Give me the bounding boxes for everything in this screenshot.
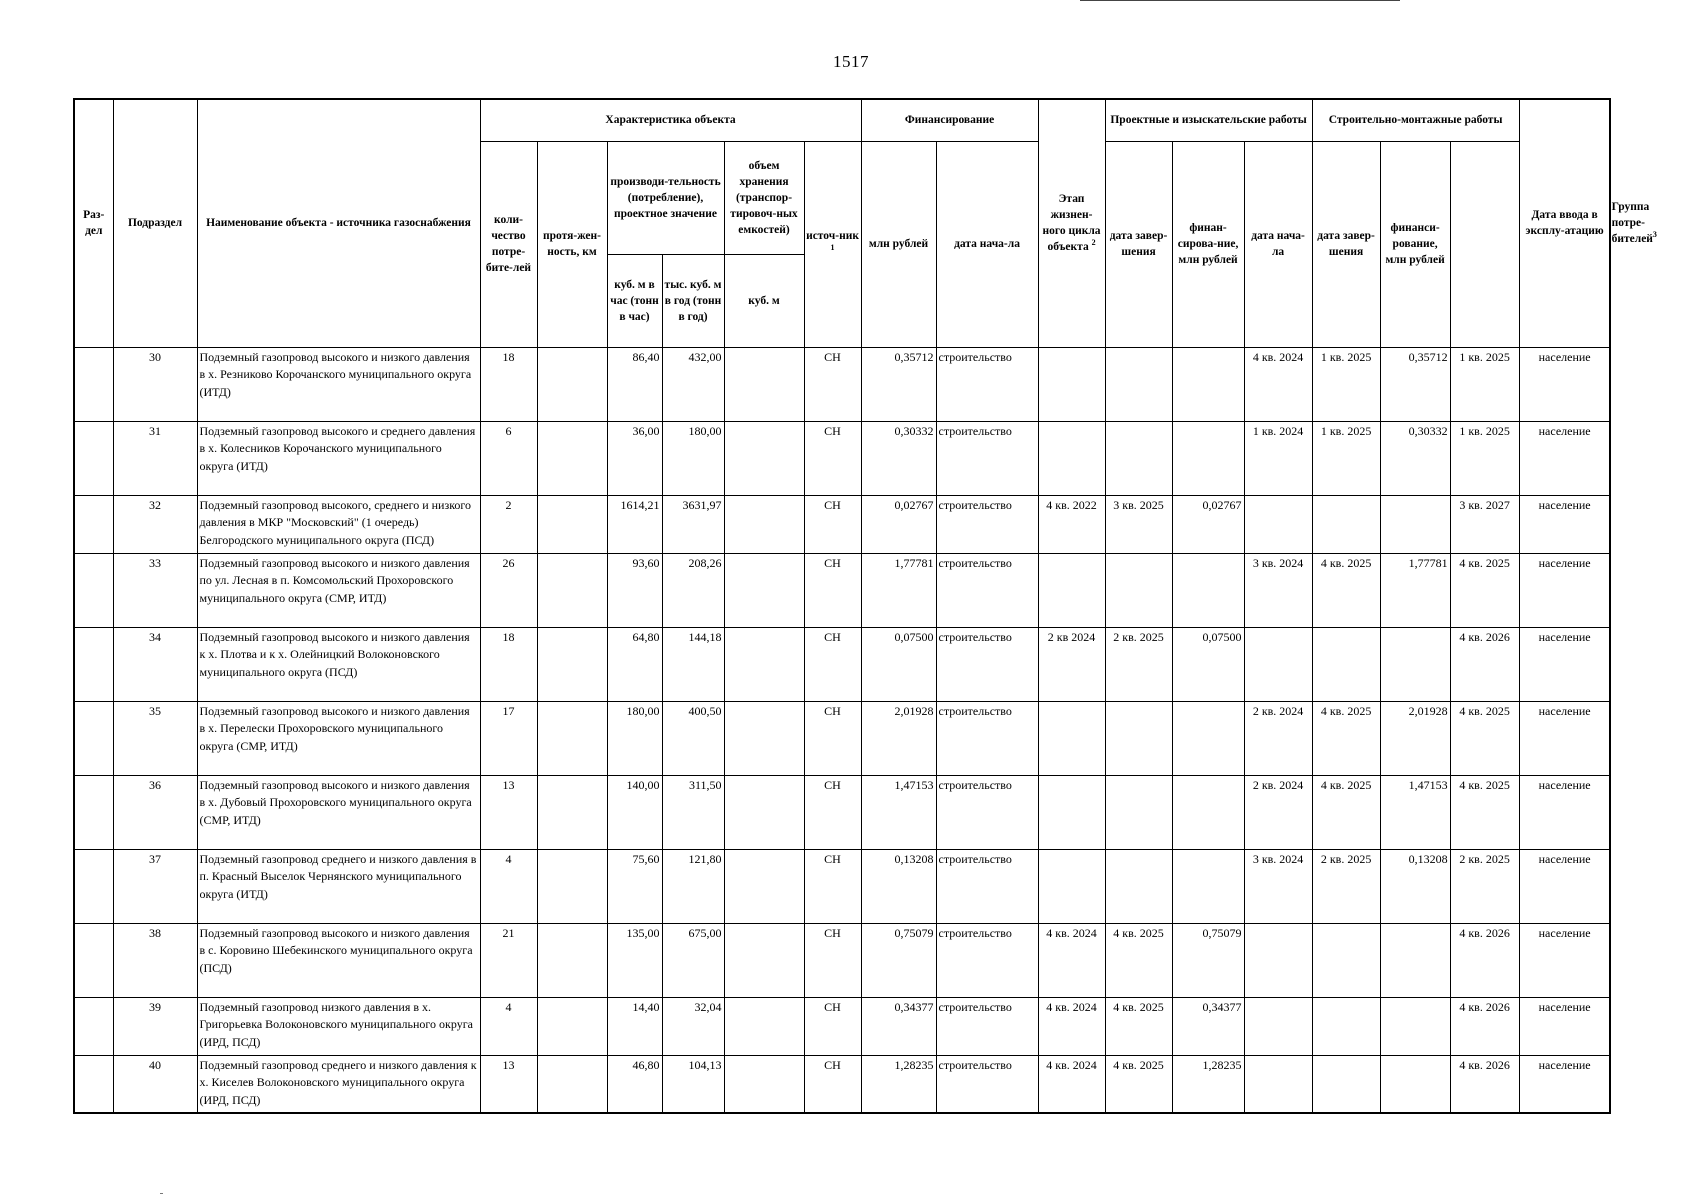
storage-volume [724, 495, 804, 553]
pir-end-date [1105, 347, 1172, 421]
table-row [74, 553, 1610, 627]
object-name: Подземный газопровод высокого и низкого давления в х. Дубовый Прохоровского муниципального округа (СМР, ИТД) [197, 775, 480, 849]
length-km [537, 997, 607, 1055]
lifecycle-stage: строительство [936, 923, 1038, 997]
commission-date: 4 кв. 2026 [1450, 627, 1519, 701]
pir-financing [1172, 849, 1244, 923]
capacity-year: 3631,97 [662, 495, 724, 553]
commission-date: 3 кв. 2027 [1450, 495, 1519, 553]
capacity-year: 208,26 [662, 553, 724, 627]
header-capacity: производи-тельность (потребление), проектное значение [607, 141, 724, 254]
capacity-year: 104,13 [662, 1055, 724, 1113]
header-storage: объем хранения (транспор-тировоч-ных емкостей) [724, 141, 804, 254]
financing-mln: 2,01928 [861, 701, 936, 775]
consumers-count: 13 [480, 775, 537, 849]
object-name: Подземный газопровод низкого давления в х. Григорьевка Волоконовского муниципального округа (ИРД, ПСД) [197, 997, 480, 1055]
lifecycle-stage: строительство [936, 701, 1038, 775]
commission-date: 4 кв. 2026 [1450, 997, 1519, 1055]
pir-start-date [1038, 553, 1105, 627]
smr-end-date: 4 кв. 2025 [1312, 553, 1380, 627]
smr-financing [1380, 495, 1450, 553]
lifecycle-stage: строительство [936, 347, 1038, 421]
header-capacity-hour: куб. м в час (тонн в час) [607, 254, 662, 347]
header-consumers-count: коли-чество потре-бите-лей [480, 141, 537, 347]
capacity-hour: 86,40 [607, 347, 662, 421]
header-construction-works: Строительно-монтажные работы [1312, 99, 1519, 141]
lifecycle-stage: строительство [936, 775, 1038, 849]
row-number: 38 [113, 923, 197, 997]
smr-financing: 2,01928 [1380, 701, 1450, 775]
header-capacity-year: тыс. куб. м в год (тонн в год) [662, 254, 724, 347]
pir-end-date: 4 кв. 2025 [1105, 1055, 1172, 1113]
smr-financing [1380, 627, 1450, 701]
smr-end-date: 4 кв. 2025 [1312, 701, 1380, 775]
pir-financing: 0,02767 [1172, 495, 1244, 553]
table-row [74, 1055, 1610, 1113]
consumer-group: население [1519, 701, 1610, 775]
capacity-hour: 1614,21 [607, 495, 662, 553]
pir-financing: 0,34377 [1172, 997, 1244, 1055]
commission-date: 4 кв. 2026 [1450, 923, 1519, 997]
length-km [537, 923, 607, 997]
pir-financing [1172, 775, 1244, 849]
page-number: 1517 [833, 52, 869, 71]
row-number: 32 [113, 495, 197, 553]
smr-start-date [1244, 923, 1312, 997]
pir-start-date [1038, 701, 1105, 775]
smr-end-date [1312, 1055, 1380, 1113]
length-km [537, 849, 607, 923]
gas-objects-table: Раз-дел Подраздел Наименование объекта - источника газоснабжения Характеристика объекта Финансирование Этап жизнен-ного цикла объекта $^2$ Проектные и изыскательские работы Строительно-монтажные работы Дата ввода в эксплу-атацию Группа потре-бителей$^3$ коли-чество потре-бите-лей протя-жен-ность, км производи-тельность (потребление), проектное значение объем хранения (транспор-тировоч-ных емкостей) источ-ник $^1$ млн рублей дата нача-ла дата завер-шения финан-сирова-ние, млн рублей дата нача-ла дата завер-шения финанси-рование, млн рублей куб. м в час (тонн в час) тыс. куб. м в год (тонн в год) куб. м 30 Подземный газопровод высокого и низкого давления в х. Резниково Корочанского муниципального округа (ИТД) 18 86,40 432,00 СН 0,35712 строительство 4 кв. 2024 1 кв. 2025 0,35712 1 кв. 2025 население 31 Подземный газопровод высокого и среднего давления в х. Колесников Корочанского муниципального округа (ИТД) 6 36,00 180,00 СН 0,30332 строительство 1 кв. 2024 1 кв. 2025 0,30332 1 кв. 2025 население 32 Подземный газопровод высокого, среднего и низкого давления в МКР "Московский" (1 очередь) Белгородского муниципального округа (ПСД) 2 1614,21 3631,97 СН 0,02767 строительство 4 кв. 2022 3 кв. 2025 0,02767 3 кв. 2027 население 33 Подземный газопровод высокого и низкого давления по ул. Лесная в п. Комсомольский Прохоровского муниципального округа (СМР, ИТД) 26 93,60 208,26 СН 1,77781 строительство 3 кв. 2024 4 кв. 2025 1,77781 4 кв. 2025 население 34 Подземный газопровод высокого и низкого давления к х. Плотва и к х. Олейницкий Волоконовского муниципального округа (ПСД) 18 64,80 144,18 СН 0,07500 строительство 2 кв 2024 2 кв. 2025 0,07500 4 кв. 2026 население 35 Подземный газопровод высокого и низкого давления в х. Перелески Прохоровского муниципального округа (СМР, ИТД) 17 180,00 400,50 СН 2,01928 строительство 2 кв. 2024 4 кв. 2025 2,01928 4 кв. 2025 население 36 Подземный газопровод высокого и низкого давления в х. Дубовый Прохоровского муниципального округа (СМР, ИТД) 13 140,00 311,50 СН 1,47153 строительство 2 кв. 2024 4 кв. 2025 1,47153 4 кв. 2025 население 37 Подземный газопровод среднего и низкого давления в п. Красный Выселок Чернянского муниципального округа (ИТД) 4 75,60 121,80 СН 0,13208 строительство 3 кв. 2024 2 кв. 2025 0,13208 2 кв. 2025 население 38 Подземный газопровод высокого и низкого давления в с. Коровино Шебекинского муниципального округа (ПСД) 21 135,00 675,00 СН 0,75079 строительство 4 кв. 2024 4 кв. 2025 0,75079 4 кв. 2026 население 39 Подземный газопровод низкого давления в х. Григорьевка Волоконовского муниципального округа (ИРД, ПСД) 4 14,40 32,04 СН 0,34377 строительство 4 кв. 2024 4 кв. 2025 0,34377 4 кв. 2026 население 40 Подземный газопровод среднего и низкого давления к х. Киселев Волоконовского муниципального округа (ИРД, ПСД) 13 46,80 104,13 СН 1,28235 строительство 4 кв. 2024 4 кв. 2025 1,28235 4 кв. 2026 население [73, 98, 1611, 1114]
row-number: 30 [113, 347, 197, 421]
smr-start-date [1244, 1055, 1312, 1113]
pir-end-date [1105, 775, 1172, 849]
financing-mln: 0,02767 [861, 495, 936, 553]
object-name: Подземный газопровод высокого и низкого давления в х. Резниково Корочанского муниципального округа (ИТД) [197, 347, 480, 421]
capacity-hour: 75,60 [607, 849, 662, 923]
financing-mln: 1,28235 [861, 1055, 936, 1113]
smr-end-date [1312, 923, 1380, 997]
pir-financing [1172, 701, 1244, 775]
financing-source: СН [804, 1055, 861, 1113]
row-number: 33 [113, 553, 197, 627]
pir-financing [1172, 553, 1244, 627]
pir-end-date: 4 кв. 2025 [1105, 923, 1172, 997]
storage-volume [724, 849, 804, 923]
object-name: Подземный газопровод высокого и среднего давления в х. Колесников Корочанского муниципального округа (ИТД) [197, 421, 480, 495]
row-number: 39 [113, 997, 197, 1055]
pir-start-date: 4 кв. 2024 [1038, 923, 1105, 997]
header-mln-rub: млн рублей [861, 141, 936, 347]
consumers-count: 4 [480, 997, 537, 1055]
storage-volume [724, 1055, 804, 1113]
razdel-cell [74, 495, 113, 553]
smr-end-date [1312, 997, 1380, 1055]
smr-end-date: 1 кв. 2025 [1312, 347, 1380, 421]
razdel-cell [74, 553, 113, 627]
smr-end-date: 1 кв. 2025 [1312, 421, 1380, 495]
razdel-cell [74, 923, 113, 997]
financing-mln: 0,13208 [861, 849, 936, 923]
pir-end-date: 4 кв. 2025 [1105, 997, 1172, 1055]
lifecycle-stage: строительство [936, 997, 1038, 1055]
scan-edge-line [1080, 0, 1400, 1]
financing-mln: 0,30332 [861, 421, 936, 495]
length-km [537, 421, 607, 495]
smr-financing [1380, 1055, 1450, 1113]
consumer-group: население [1519, 1055, 1610, 1113]
capacity-hour: 14,40 [607, 997, 662, 1055]
table-row [74, 421, 1610, 495]
pir-start-date: 4 кв. 2024 [1038, 1055, 1105, 1113]
financing-mln: 0,35712 [861, 347, 936, 421]
consumer-group: население [1519, 775, 1610, 849]
consumer-group: население [1519, 553, 1610, 627]
object-name: Подземный газопровод среднего и низкого давления в п. Красный Выселок Чернянского муниципального округа (ИТД) [197, 849, 480, 923]
financing-source: СН [804, 347, 861, 421]
scan-artifact [160, 1193, 163, 1194]
smr-financing: 1,47153 [1380, 775, 1450, 849]
row-number: 34 [113, 627, 197, 701]
financing-source: СН [804, 627, 861, 701]
commission-date: 2 кв. 2025 [1450, 849, 1519, 923]
storage-volume [724, 553, 804, 627]
smr-start-date: 4 кв. 2024 [1244, 347, 1312, 421]
row-number: 36 [113, 775, 197, 849]
capacity-hour: 64,80 [607, 627, 662, 701]
pir-start-date [1038, 775, 1105, 849]
consumers-count: 21 [480, 923, 537, 997]
smr-financing [1380, 997, 1450, 1055]
razdel-cell [74, 347, 113, 421]
consumer-group: население [1519, 923, 1610, 997]
smr-end-date: 2 кв. 2025 [1312, 849, 1380, 923]
pir-end-date: 2 кв. 2025 [1105, 627, 1172, 701]
header-lifecycle: Этап жизнен-ного цикла объекта $^2$ [1038, 99, 1105, 347]
commission-date: 4 кв. 2025 [1450, 701, 1519, 775]
capacity-hour: 93,60 [607, 553, 662, 627]
storage-volume [724, 775, 804, 849]
consumers-count: 26 [480, 553, 537, 627]
consumer-group: население [1519, 997, 1610, 1055]
header-commission-date: Дата ввода в эксплу-атацию [1519, 99, 1610, 347]
smr-start-date: 3 кв. 2024 [1244, 849, 1312, 923]
smr-financing: 1,77781 [1380, 553, 1450, 627]
smr-start-date [1244, 997, 1312, 1055]
pir-end-date [1105, 849, 1172, 923]
capacity-hour: 140,00 [607, 775, 662, 849]
lifecycle-stage: строительство [936, 553, 1038, 627]
smr-end-date [1312, 627, 1380, 701]
financing-source: СН [804, 495, 861, 553]
capacity-hour: 46,80 [607, 1055, 662, 1113]
commission-date: 4 кв. 2025 [1450, 775, 1519, 849]
capacity-year: 32,04 [662, 997, 724, 1055]
capacity-year: 432,00 [662, 347, 724, 421]
financing-source: СН [804, 997, 861, 1055]
object-name: Подземный газопровод высокого и низкого давления к х. Плотва и к х. Олейницкий Волоконовского муниципального округа (ПСД) [197, 627, 480, 701]
financing-source: СН [804, 775, 861, 849]
commission-date: 4 кв. 2025 [1450, 553, 1519, 627]
commission-date: 4 кв. 2026 [1450, 1055, 1519, 1113]
object-name: Подземный газопровод высокого и низкого давления в с. Коровино Шебекинского муниципального округа (ПСД) [197, 923, 480, 997]
smr-start-date [1244, 627, 1312, 701]
pir-end-date [1105, 553, 1172, 627]
pir-financing [1172, 421, 1244, 495]
length-km [537, 347, 607, 421]
storage-volume [724, 421, 804, 495]
financing-source: СН [804, 553, 861, 627]
length-km [537, 627, 607, 701]
consumers-count: 17 [480, 701, 537, 775]
smr-financing: 0,35712 [1380, 347, 1450, 421]
pir-financing [1172, 347, 1244, 421]
capacity-year: 121,80 [662, 849, 724, 923]
capacity-year: 400,50 [662, 701, 724, 775]
header-smr-start: дата нача-ла [1244, 141, 1312, 347]
consumers-count: 4 [480, 849, 537, 923]
table-row [74, 627, 1610, 701]
object-name: Подземный газопровод высокого, среднего и низкого давления в МКР "Московский" (1 очередь) Белгородского муниципального округа (ПСД) [197, 495, 480, 553]
pir-end-date [1105, 421, 1172, 495]
pir-start-date: 2 кв 2024 [1038, 627, 1105, 701]
capacity-hour: 36,00 [607, 421, 662, 495]
lifecycle-stage: строительство [936, 495, 1038, 553]
smr-financing: 0,13208 [1380, 849, 1450, 923]
smr-financing: 0,30332 [1380, 421, 1450, 495]
consumer-group: население [1519, 495, 1610, 553]
storage-volume [724, 701, 804, 775]
smr-end-date: 4 кв. 2025 [1312, 775, 1380, 849]
storage-volume [724, 347, 804, 421]
table-row [74, 775, 1610, 849]
razdel-cell [74, 1055, 113, 1113]
pir-start-date: 4 кв. 2022 [1038, 495, 1105, 553]
financing-source: СН [804, 849, 861, 923]
financing-mln: 1,47153 [861, 775, 936, 849]
header-characteristics: Характеристика объекта [480, 99, 861, 141]
table-row [74, 849, 1610, 923]
header-pir-start: дата нача-ла [936, 141, 1038, 347]
razdel-cell [74, 627, 113, 701]
smr-start-date: 2 кв. 2024 [1244, 701, 1312, 775]
row-number: 31 [113, 421, 197, 495]
length-km [537, 701, 607, 775]
consumers-count: 2 [480, 495, 537, 553]
capacity-year: 144,18 [662, 627, 724, 701]
length-km [537, 553, 607, 627]
object-name: Подземный газопровод высокого и низкого давления в х. Перелески Прохоровского муниципального округа (СМР, ИТД) [197, 701, 480, 775]
consumers-count: 6 [480, 421, 537, 495]
object-name: Подземный газопровод среднего и низкого давления к х. Киселев Волоконовского муниципального округа (ИРД, ПСД) [197, 1055, 480, 1113]
pir-end-date: 3 кв. 2025 [1105, 495, 1172, 553]
length-km [537, 1055, 607, 1113]
consumers-count: 18 [480, 627, 537, 701]
row-number: 35 [113, 701, 197, 775]
capacity-year: 180,00 [662, 421, 724, 495]
consumer-group: население [1519, 849, 1610, 923]
header-smr-financing: финанси-рование, млн рублей [1380, 141, 1450, 347]
smr-financing [1380, 923, 1450, 997]
table-row [74, 997, 1610, 1055]
capacity-hour: 135,00 [607, 923, 662, 997]
smr-end-date [1312, 495, 1380, 553]
commission-date: 1 кв. 2025 [1450, 421, 1519, 495]
financing-source: СН [804, 701, 861, 775]
table-row [74, 701, 1610, 775]
financing-source: СН [804, 421, 861, 495]
pir-financing: 0,07500 [1172, 627, 1244, 701]
consumer-group: население [1519, 627, 1610, 701]
capacity-year: 675,00 [662, 923, 724, 997]
commission-date: 1 кв. 2025 [1450, 347, 1519, 421]
header-source: источ-ник $^1$ [804, 141, 861, 347]
financing-mln: 1,77781 [861, 553, 936, 627]
table-row [74, 347, 1610, 421]
pir-financing: 0,75079 [1172, 923, 1244, 997]
pir-start-date [1038, 421, 1105, 495]
razdel-cell [74, 997, 113, 1055]
smr-start-date: 3 кв. 2024 [1244, 553, 1312, 627]
storage-volume [724, 627, 804, 701]
razdel-cell [74, 701, 113, 775]
row-number: 40 [113, 1055, 197, 1113]
object-name: Подземный газопровод высокого и низкого давления по ул. Лесная в п. Комсомольский Прохоровского муниципального округа (СМР, ИТД) [197, 553, 480, 627]
smr-start-date: 2 кв. 2024 [1244, 775, 1312, 849]
pir-start-date [1038, 347, 1105, 421]
smr-start-date: 1 кв. 2024 [1244, 421, 1312, 495]
razdel-cell [74, 421, 113, 495]
pir-start-date: 4 кв. 2024 [1038, 997, 1105, 1055]
header-design-works: Проектные и изыскательские работы [1105, 99, 1312, 141]
length-km [537, 495, 607, 553]
lifecycle-stage: строительство [936, 421, 1038, 495]
storage-volume [724, 997, 804, 1055]
consumers-count: 13 [480, 1055, 537, 1113]
financing-mln: 0,34377 [861, 997, 936, 1055]
lifecycle-stage: строительство [936, 1055, 1038, 1113]
header-podrazdel: Подраздел [113, 99, 197, 347]
capacity-year: 311,50 [662, 775, 724, 849]
length-km [537, 775, 607, 849]
consumer-group: население [1519, 347, 1610, 421]
lifecycle-stage: строительство [936, 627, 1038, 701]
header-pir-end: дата завер-шения [1105, 141, 1172, 347]
header-financing: Финансирование [861, 99, 1038, 141]
smr-start-date [1244, 495, 1312, 553]
razdel-cell [74, 775, 113, 849]
header-smr-end: дата завер-шения [1312, 141, 1380, 347]
pir-end-date [1105, 701, 1172, 775]
header-pir-financing: финан-сирова-ние, млн рублей [1172, 141, 1244, 347]
financing-source: СН [804, 923, 861, 997]
consumers-count: 18 [480, 347, 537, 421]
capacity-hour: 180,00 [607, 701, 662, 775]
header-object-name: Наименование объекта - источника газоснабжения [197, 99, 480, 347]
razdel-cell [74, 849, 113, 923]
table-row [74, 495, 1610, 553]
header-storage-unit: куб. м [724, 254, 804, 347]
row-number: 37 [113, 849, 197, 923]
table-row [74, 923, 1610, 997]
pir-start-date [1038, 849, 1105, 923]
header-razdel: Раз-дел [74, 99, 113, 347]
lifecycle-stage: строительство [936, 849, 1038, 923]
financing-mln: 0,07500 [861, 627, 936, 701]
consumer-group: население [1519, 421, 1610, 495]
header-length: протя-жен-ность, км [537, 141, 607, 347]
financing-mln: 0,75079 [861, 923, 936, 997]
pir-financing: 1,28235 [1172, 1055, 1244, 1113]
storage-volume [724, 923, 804, 997]
